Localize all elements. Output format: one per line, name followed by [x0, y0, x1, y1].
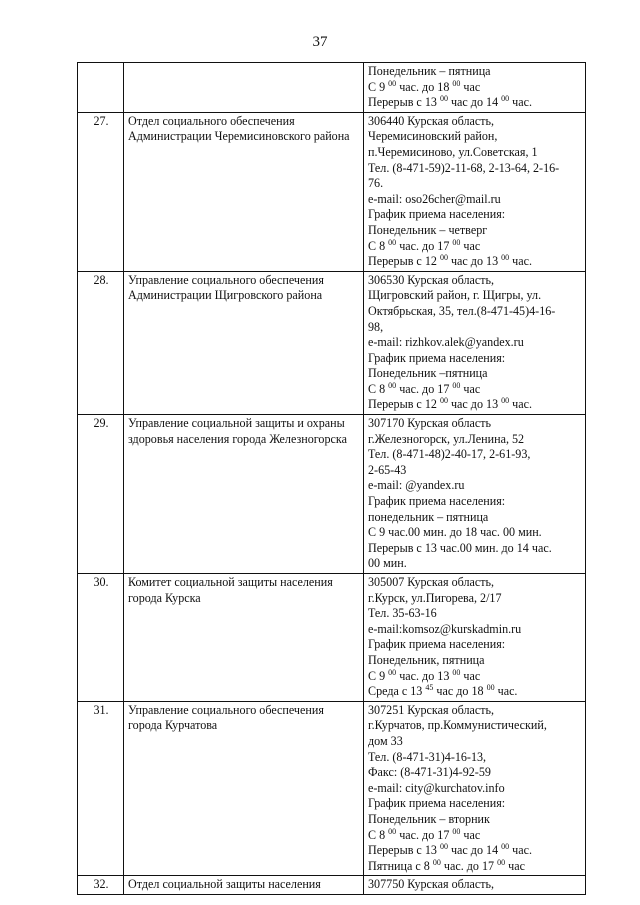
- row-number: 31.: [78, 701, 124, 876]
- detail-line: 76.: [368, 176, 384, 191]
- contact-details: [364, 271, 586, 414]
- time-minutes: 00: [452, 826, 461, 836]
- detail-line: e-mail: city@kurchatov.info: [368, 780, 505, 795]
- time-minutes: 00: [452, 237, 461, 247]
- detail-line: Октябрьская, 35, тел.(8-471-45)4-16-: [368, 303, 556, 318]
- row-number: 27.: [78, 112, 124, 271]
- table-row: [78, 112, 586, 271]
- detail-line: График приема населения:: [368, 637, 506, 652]
- institution-name: Отдел социального обеспечения Администрации Черемисиновского района: [124, 112, 364, 271]
- time-minutes: 00: [439, 94, 448, 104]
- time-minutes: 00: [388, 78, 397, 88]
- contact-details: [364, 415, 586, 574]
- detail-line: г.Железногорск, ул.Ленина, 52: [368, 431, 525, 446]
- detail-line: График приема населения:: [368, 350, 506, 365]
- table-row: [78, 271, 586, 414]
- detail-line: С 8 $^{00}$ час. до 17 $^{00}$ час: [368, 380, 481, 396]
- detail-line: e-mail: @yandex.ru: [368, 478, 465, 493]
- detail-line: Факс: (8-471-31)4-92-59: [368, 765, 491, 780]
- detail-line: 00 мин.: [368, 556, 407, 571]
- time-minutes: 00: [388, 380, 397, 390]
- detail-line: С 9 час.00 мин. до 18 час. 00 мин.: [368, 525, 542, 540]
- time-minutes: 00: [452, 380, 461, 390]
- detail-line: г.Курчатов, пр.Коммунистический,: [368, 718, 547, 733]
- row-number: 29.: [78, 415, 124, 574]
- time-minutes: 00: [501, 253, 510, 263]
- detail-line: Перерыв с 13 час.00 мин. до 14 час.: [368, 540, 552, 555]
- detail-line: График приема населения:: [368, 796, 506, 811]
- detail-line: e-mail: oso26cher@mail.ru: [368, 191, 501, 206]
- time-minutes: 00: [501, 396, 510, 406]
- contact-details: [364, 574, 586, 702]
- row-number: 30.: [78, 574, 124, 702]
- detail-line: 306440 Курская область,: [368, 113, 495, 128]
- detail-line: Тел. (8-471-48)2-40-17, 2-61-93,: [368, 447, 531, 462]
- detail-line: e-mail: rizhkov.alek@yandex.ru: [368, 335, 524, 350]
- table-body: [78, 63, 586, 895]
- contact-details: [364, 112, 586, 271]
- institution-name: Отдел социальной защиты населения: [124, 876, 364, 895]
- detail-line: Понедельник – вторник: [368, 811, 490, 826]
- time-minutes: 00: [388, 667, 397, 677]
- row-number: 32.: [78, 876, 124, 895]
- detail-line: С 8 $^{00}$ час. до 17 $^{00}$ час: [368, 237, 481, 253]
- detail-line: Понедельник –пятница: [368, 366, 488, 381]
- table-row: [78, 415, 586, 574]
- detail-line: Понедельник – пятница: [368, 64, 491, 78]
- detail-line: понедельник – пятница: [368, 509, 489, 524]
- time-minutes: 45: [425, 683, 434, 693]
- detail-line: Пятница с 8 $^{00}$ час. до 17 $^{00}$ час: [368, 857, 525, 873]
- detail-line: 305007 Курская область,: [368, 575, 495, 589]
- time-minutes: 00: [439, 396, 448, 406]
- detail-line: Тел. (8-471-59)2-11-68, 2-13-64, 2-16-: [368, 160, 560, 175]
- detail-line: дом 33: [368, 733, 403, 748]
- institution-name: Комитет социальной защиты населения города Курска: [124, 574, 364, 702]
- page-number: 37: [312, 34, 328, 50]
- detail-line: График приема населения:: [368, 494, 506, 509]
- detail-line: Перерыв с 12 $^{00}$ час до 13 $^{00}$ час.: [368, 396, 533, 412]
- detail-line: Перерыв с 13 $^{00}$ час до 14 $^{00}$ час.: [368, 94, 533, 110]
- detail-line: С 8 $^{00}$ час. до 17 $^{00}$ час: [368, 826, 481, 842]
- time-minutes: 00: [439, 253, 448, 263]
- detail-line: 307251 Курская область,: [368, 702, 495, 717]
- detail-line: С 9 $^{00}$ час. до 18 $^{00}$ час: [368, 78, 481, 94]
- contact-details: [364, 63, 586, 113]
- contact-details: [364, 701, 586, 876]
- detail-line: Тел. 35-63-16: [368, 606, 437, 621]
- time-minutes: 00: [432, 857, 441, 867]
- detail-line: Понедельник – четверг: [368, 222, 488, 237]
- detail-line: п.Черемисиново, ул.Советская, 1: [368, 144, 538, 159]
- time-minutes: 00: [452, 667, 461, 677]
- institution-name: Управление социального обеспечения города Курчатова: [124, 701, 364, 876]
- detail-line: 307750 Курская область,: [368, 877, 495, 892]
- time-minutes: 00: [452, 78, 461, 88]
- detail-line: Перерыв с 13 $^{00}$ час до 14 $^{00}$ час.: [368, 842, 533, 858]
- detail-line: Перерыв с 12 $^{00}$ час до 13 $^{00}$ час.: [368, 253, 533, 269]
- table-row: [78, 574, 586, 702]
- table-row: [78, 876, 586, 895]
- detail-line: г.Курск, ул.Пигорева, 2/17: [368, 590, 502, 605]
- detail-line: 2-65-43: [368, 462, 407, 477]
- time-minutes: 00: [486, 683, 495, 693]
- contact-details: [364, 876, 586, 895]
- detail-line: График приема населения:: [368, 207, 506, 222]
- detail-line: 98,: [368, 319, 384, 334]
- detail-line: Понедельник, пятница: [368, 652, 485, 667]
- institution-name: Управление социального обеспечения Администрации Щигровского района: [124, 271, 364, 414]
- time-minutes: 00: [501, 94, 510, 104]
- detail-line: Тел. (8-471-31)4-16-13,: [368, 749, 487, 764]
- detail-line: Черемисиновский район,: [368, 129, 498, 144]
- institutions-table: [77, 62, 586, 895]
- time-minutes: 00: [439, 842, 448, 852]
- table-row: [78, 701, 586, 876]
- institution-name: Управление социальной защиты и охраны здоровья населения города Железногорска: [124, 415, 364, 574]
- detail-line: С 9 $^{00}$ час. до 13 $^{00}$ час: [368, 667, 481, 683]
- table-row: [78, 63, 586, 113]
- detail-line: Щигровский район, г. Щигры, ул.: [368, 288, 542, 303]
- detail-line: Среда с 13 $^{45}$ час до 18 $^{00}$ час.: [368, 683, 518, 699]
- detail-line: e-mail:komsoz@kurskadmin.ru: [368, 621, 522, 636]
- time-minutes: 00: [497, 857, 506, 867]
- time-minutes: 00: [501, 842, 510, 852]
- time-minutes: 00: [388, 237, 397, 247]
- institution-name: [124, 63, 364, 113]
- detail-line: 306530 Курская область,: [368, 272, 495, 287]
- detail-line: 307170 Курская область: [368, 416, 492, 431]
- time-minutes: 00: [388, 826, 397, 836]
- row-number: [78, 63, 124, 113]
- row-number: 28.: [78, 271, 124, 414]
